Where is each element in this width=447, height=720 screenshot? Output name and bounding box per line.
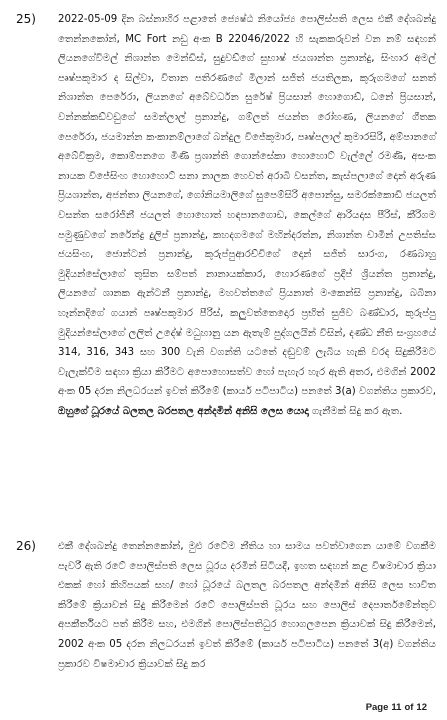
of-label: of — [404, 702, 414, 713]
paragraph-number: 26) — [16, 539, 36, 553]
current-page-number: 11 — [391, 702, 402, 713]
paragraph-26 — [16, 537, 436, 674]
paragraph-number: 25) — [16, 12, 36, 26]
page-label: Page — [365, 702, 389, 713]
paragraph-text: 2022-05-09 දින බස්නාහිර පළාතේ ජ්‍යෙෂ්ඨ නියෝජ්‍ය පොලිස්පති ලෙස එකී දේශබන්දු තෙන්නකෝන්, MC Fort නඩු අංක B 22046/2022 හි සැකකරුවන් වන නම් සඳහන් ලියනගේවිමල් නිශාන්ත මෙන්ඩිස්, සුදුවඩ්ගේ සුභාෂ් ජයශාන්ත ප්‍රනාන්දු, සිංහාර අමල් ප්‍රුෂ්පකුමාර ද සිල්වා, විතාන පතිරණගේ මිලාන් සජිත් ජයතිලක, කුරුගමගේ සනත් නිශාන්ත පෙරේරා, ලියනගේ අබේවර්ධන සුරේෂ් ප්‍රියසාන් හොගොඩ්, ධනේ ප්‍රියසාන්, වන්නක්කඩ්වඩුගේ සමන්ලාල් ප්‍රනාන්දු, ගම්ලත් ජයන්ත රෝහණ, ලියනගේ ගීතක පෙරේරා, ජයමාන්න කංකානම්ලාගේ බන්දුල විජේකුමාර, ප්‍රුෂ්පලාල් කුමාරසිරි, අම්පානගේ අබේවික්‍රම, කොම්පනගෙ මිණි ප්‍රශාන්ති ගොන්සේකා හොහොට් වැල්ලේ රමණි, අසංක නායක විජේසිංහ හොහොට් සනා නාලක හෙවත් අරාබි වසන්ත, කැස්පලාගේ දොන් අරුණ ප්‍රියශාන්ත, අජන්තා ලියනගේ, ගෝනියමාලිගේ සුපෙම්සිරි අපොන්සු, සමරක්කොඩි ජයලත් වසන්ත සරෝජිනී ජයලත් හොහොත් හඳපානගොඩ, කෙල්ගේ ආරියදාස පීරිස්, කීරිගම පමුණුවගේ නරේන්ද්‍ර දුලිප් ප්‍රනාන්දු, කහදගමගේ මහින්දරත්න, නිශාන්ත චාමින් උපතිස්ස ජයසිංහ, ජොන්ටන් ප්‍රනාන්දු, කුරුප්පුආරච්චිගේ දොන් සජිත් සාරංග, රණබාහු මුදියන්සේලාගේ තුසිත සම්පත් නානායක්කාර, හොරණගේ ප්‍රදීප් ශ්‍රියන්ත ප්‍රනාන්දු, ලියනගේ ශානක ඇන්ටනී ප්‍රනාන්දු, මහවත්තගේ ප්‍රියනාත් මංකෙන්සි ප්‍රනාන්දු, බබිනා හෑන්නදිගේ ගයාන් ප්‍රුෂ්පකුමාර පීරිස්, කලුවත්තෙදොර ප්‍රභිත් සුජිව බණ්ඩාර, කුරුප්පු මුදියන්සේලාගේ ලලිත් උදේෂ් මධුහානු යන ඇතැම් පුද්ගලයින් විසින්, දණ්ඩ නීති සංග්‍රහයේ 314, 316, 343 සහ 300 වැනි වගන්ති යටතේ දඬුවම් ලැබිය හැකි වරද සිදුකිරීමට වැලැක්වීම සඳහා ක්‍රියා කිරීමට අපොහොසත්ව හෝ පැහැර හැර ඇති අතර, එමගින් 2002 අංක 05 දරන නිලධරයන් ඉවත් කිරීමේ (කාර්ය පටිපාටිය) පනතේ 3(a) වගන්තිය ප්‍රකාරව, — [58, 14, 436, 398]
paragraph-body — [58, 537, 436, 674]
paragraph-body — [58, 10, 436, 421]
total-pages-number: 12 — [416, 702, 427, 713]
paragraph-text-end: ගැනීමක් සිදු කර ඇත. — [308, 405, 403, 417]
paragraph-25 — [16, 10, 436, 421]
paragraph-bold-text: ඔහුගේ ධූරයේ බලතල බරපතල අන්දමින් අනිසි ලෙස යොදා — [58, 405, 309, 417]
page-number-footer — [366, 702, 427, 713]
paragraph-text: එකී දේශබන්දු තෙන්නකෝන්, මුළු රටේම නීතිය හා සාමය පවත්වාගෙන යාමේ වගකීම පැවරී ඇති රටේ පොලිස්පති ලෙස ධූරය දරමින් සිටියදී, ඉහත සඳහන් කළ විෂමාචාර ක්‍රියා එකක් හෝ කිහිපයක් සහ/ හෝ ධූරයේ බලතල බරපතල අන්දමින් අනිසි ලෙස භාවිත කිරීමේ ක්‍රියාවන් සිදු කිරීමෙන් රටේ පොලිස්පති ධූරය සහ පොලිස් දෙපාර්තමේන්තුව අපකීර්තියට පත් කිරීම සහ, එමගින් පොලිස්පතිධුර හොගලපෙන ක්‍රියාවක් සිදු කිරීමෙන්, 2002 අංක 05 දරන නිලධරයන් ඉවත් කිරීමේ (කාර්ය පටිපාටිය) පනතේ 3(අ) වගන්තිය ප්‍රකාරව විෂමාචාර ක්‍රියාවක් සිදු කර — [58, 541, 436, 670]
